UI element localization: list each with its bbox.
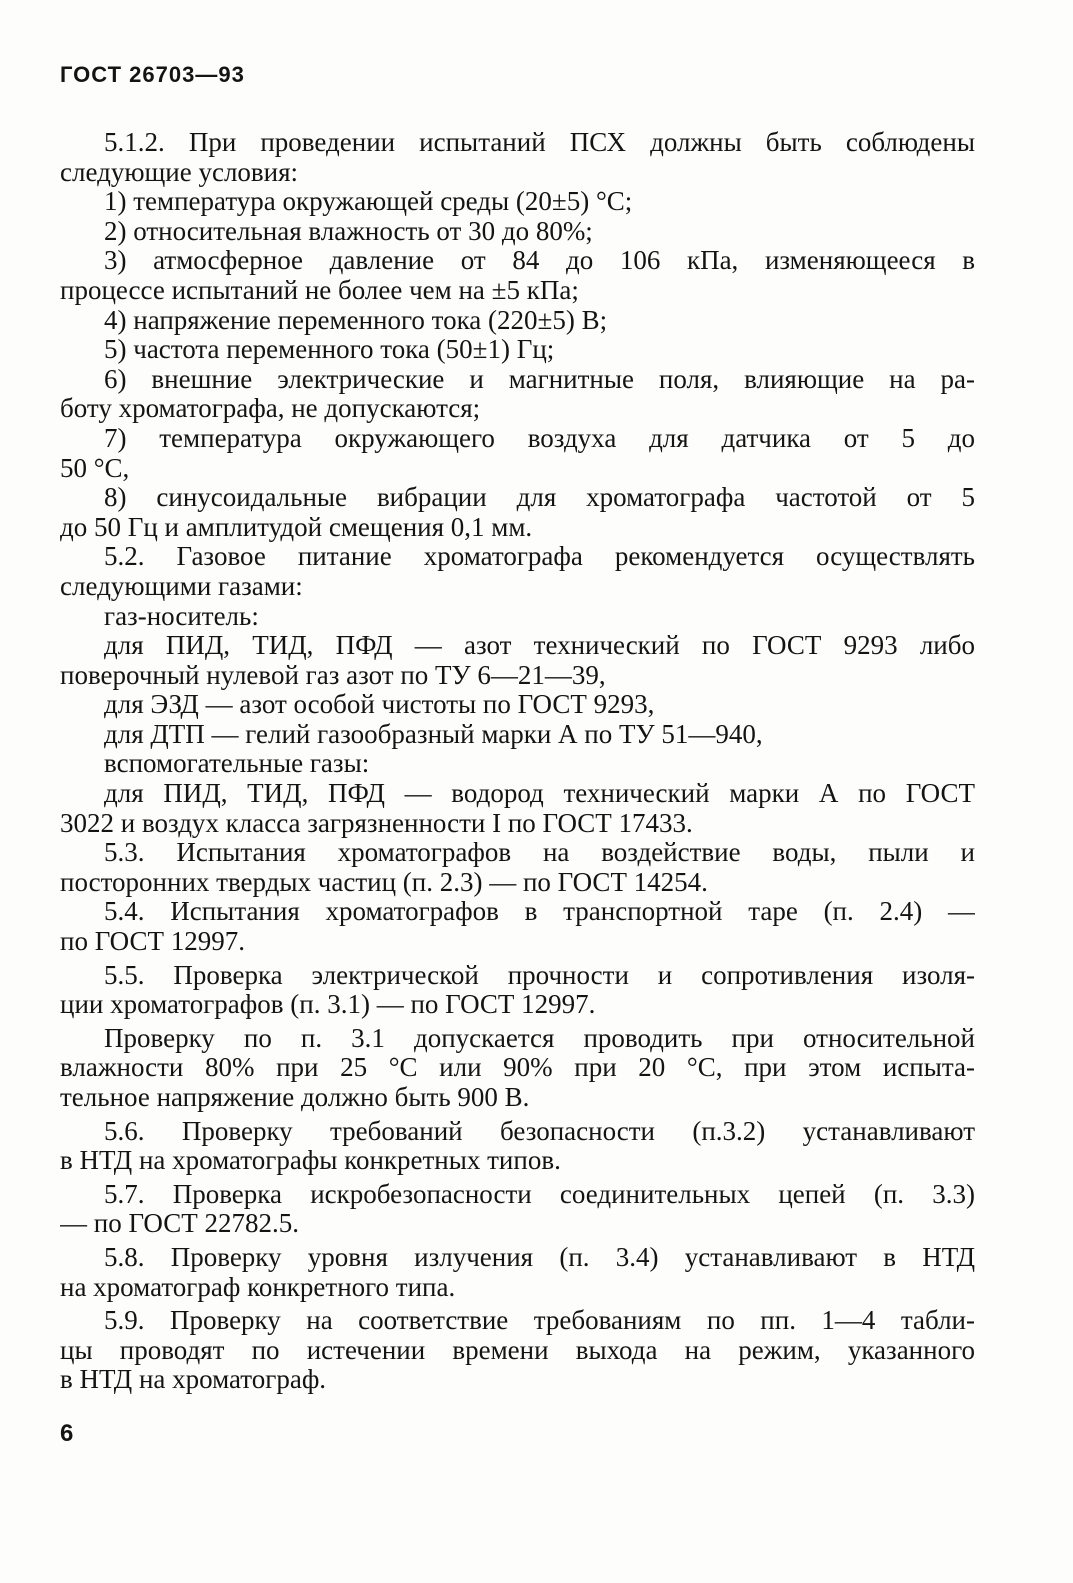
text-line: до 50 Гц и амплитудой смещения 0,1 мм. (60, 512, 533, 542)
text-line: 7) температура окружающего воздуха для датчика от 5 до (104, 423, 975, 453)
text-line: для ЭЗД — азот особой чистоты по ГОСТ 9293, (104, 690, 655, 720)
text-line: цы проводят по истечении времени выхода на режим, указанного (60, 1335, 975, 1365)
text-line: 5) частота переменного тока (50±1) Гц; (104, 335, 555, 365)
text-line: по ГОСТ 12997. (60, 927, 245, 957)
text-line: процессе испытаний не более чем на ±5 кПа; (60, 275, 579, 305)
text-line: 3) атмосферное давление от 84 до 106 кПа, изменяющееся в (104, 246, 975, 276)
text-line: 5.4. Испытания хроматографов в транспортной таре (п. 2.4) — (104, 897, 975, 927)
text-line: для ПИД, ТИД, ПФД — азот технический по ГОСТ 9293 либо (104, 631, 975, 661)
text-line: в НТД на хроматографы конкретных типов. (60, 1146, 561, 1176)
text-line: на хроматограф конкретного типа. (60, 1272, 456, 1302)
text-line: влажности 80% при 25 °С или 90% при 20 °С, при этом испыта- (60, 1053, 975, 1083)
page-number: 6 (60, 1420, 74, 1447)
text-line: поверочный нулевой газ азот по ТУ 6—21—39, (60, 660, 606, 690)
text-line: 50 °С, (60, 453, 130, 483)
text-line: 5.7. Проверка искробезопасности соединительных цепей (п. 3.3) (104, 1179, 975, 1209)
text-line: газ-носитель: (104, 601, 259, 631)
text-line: для ПИД, ТИД, ПФД — водород технический марки А по ГОСТ (104, 779, 975, 809)
text-line: в НТД на хроматограф. (60, 1365, 327, 1395)
text-line: 6) внешние электрические и магнитные поля, влияющие на ра- (104, 364, 975, 394)
text-line: следующие условия: (60, 157, 299, 187)
text-line: 5.8. Проверку уровня излучения (п. 3.4) устанавливают в НТД (104, 1242, 975, 1272)
text-line: 4) напряжение переменного тока (220±5) В; (104, 305, 608, 335)
document-body (60, 128, 975, 1395)
text-line: для ДТП — гелий газообразный марки А по ТУ 51—940, (104, 719, 763, 749)
text-line: 2) относительная влажность от 30 до 80%; (104, 216, 593, 246)
text-line: тельное напряжение должно быть 900 В. (60, 1083, 530, 1112)
text-line: 8) синусоидальные вибрации для хроматографа частотой от 5 (104, 483, 975, 513)
text-line: боту хроматографа, не допускаются; (60, 394, 481, 424)
text-line: 3022 и воздух класса загрязненности I по ГОСТ 17433. (60, 808, 693, 838)
text-line: вспомогательные газы: (104, 749, 370, 779)
text-line: Проверку по п. 3.1 допускается проводить при относительной (104, 1023, 975, 1053)
text-line: 5.9. Проверку на соответствие требованиям по пп. 1—4 табли- (104, 1306, 975, 1336)
text-line: 5.3. Испытания хроматографов на воздействие воды, пыли и (104, 838, 975, 868)
text-line: следующими газами: (60, 571, 303, 601)
text-line: 1) температура окружающей среды (20±5) °С; (104, 187, 633, 217)
text-line: 5.1.2. При проведении испытаний ПСХ должны быть соблюдены (104, 128, 975, 157)
document-header: ГОСТ 26703—93 (60, 62, 245, 87)
text-line: — по ГОСТ 22782.5. (60, 1209, 299, 1239)
text-line: 5.2. Газовое питание хроматографа рекомендуется осуществлять (104, 542, 975, 572)
text-line: посторонних твердых частиц (п. 2.3) — по ГОСТ 14254. (60, 867, 708, 897)
text-line: ции хроматографов (п. 3.1) — по ГОСТ 12997. (60, 990, 596, 1020)
text-line: 5.5. Проверка электрической прочности и сопротивления изоля- (104, 960, 975, 990)
text-line: 5.6. Проверку требований безопасности (п.3.2) устанавливают (104, 1116, 975, 1146)
